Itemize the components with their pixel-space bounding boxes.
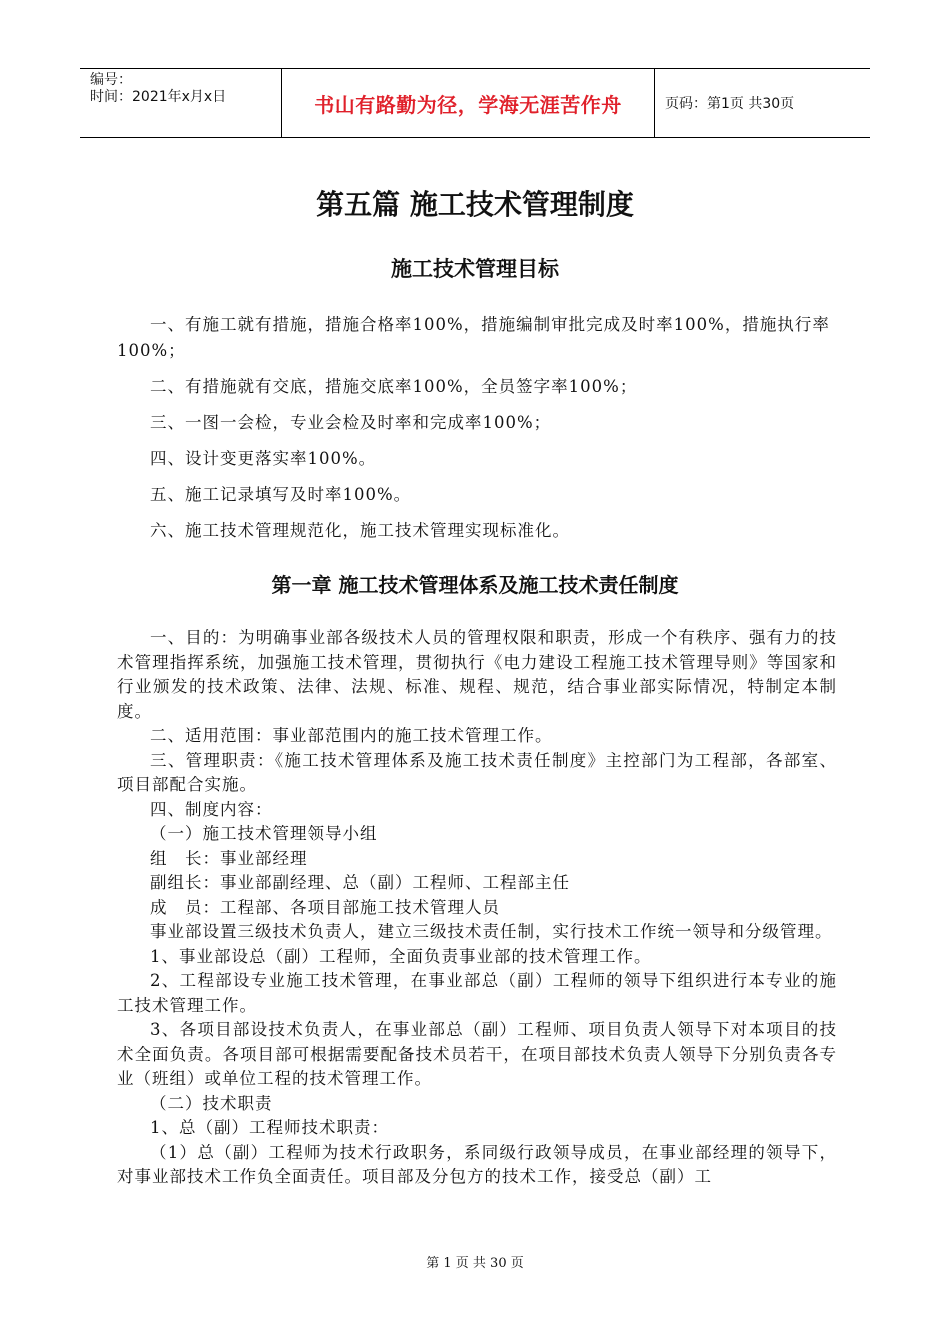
goal-item: 四、设计变更落实率100%。 — [150, 449, 377, 468]
date-line: 时间：2021年x月x日 — [90, 89, 227, 105]
goal-item: 三、一图一会检，专业会检及时率和完成率100%； — [150, 413, 552, 432]
paragraph: 副组长：事业部副经理、总（副）工程师、工程部主任 — [150, 873, 570, 892]
serial-label: 编号： — [90, 72, 132, 88]
goal-item: 六、施工技术管理规范化，施工技术管理实现标准化。 — [150, 521, 570, 540]
header-motto-cell — [281, 69, 655, 137]
paragraph: 二、适用范围：事业部范围内的施工技术管理工作。 — [150, 726, 553, 745]
paragraph: （一）施工技术管理领导小组 — [150, 824, 378, 843]
paragraph: 四、制度内容： — [150, 799, 273, 819]
paragraph: 组 长：事业部经理 — [150, 848, 308, 868]
goals-list — [117, 312, 837, 554]
paragraph: 3、各项目部设技术负责人，在事业部总（副）工程师、项目负责人领导下对本项目的技术全面负责。各项目部可根据需要配备技术员若干，在项目部技术负责人领导下分别负责各专业（班组）或单位工程的技术管理工作。 — [117, 1020, 837, 1088]
chapter-body — [117, 626, 837, 1190]
paragraph: 1、总（副）工程师技术职责： — [150, 1118, 389, 1137]
section-subtitle: 施工技术管理目标 — [391, 256, 559, 281]
paragraph: 三、管理职责：《施工技术管理体系及施工技术责任制度》主控部门为工程部，各部室、项目部配合实施。 — [117, 750, 837, 794]
paragraph: 2、工程部设专业施工技术管理，在事业部总（副）工程师的领导下组织进行本专业的施工技术管理工作。 — [117, 971, 837, 1015]
paragraph: 一、目的：为明确事业部各级技术人员的管理权限和职责，形成一个有秩序、强有力的技术管理指挥系统，加强施工技术管理，贯彻执行《电力建设工程施工技术管理导则》等国家和行业颁发的技术政策、法律、法规、标准、规程、规范，结合事业部实际情况，特制定本制度。 — [117, 628, 837, 721]
page-footer: 第 1 页 共 30 页 — [426, 1256, 524, 1271]
paragraph: 事业部设置三级技术负责人，建立三级技术责任制，实行技术工作统一领导和分级管理。 — [150, 922, 833, 941]
header-motto: 书山有路勤为径，学海无涯苦作舟 — [314, 92, 622, 117]
paragraph: 1、事业部设总（副）工程师，全面负责事业部的技术管理工作。 — [150, 946, 652, 966]
goal-item: 一、有施工就有措施，措施合格率100%，措施编制审批完成及时率100%，措施执行率100%； — [117, 315, 830, 360]
paragraph: 成 员：工程部、各项目部施工技术管理人员 — [150, 897, 500, 917]
document-header — [80, 68, 870, 138]
goal-item: 二、有措施就有交底，措施交底率100%，全员签字率100%； — [150, 377, 638, 396]
header-page-cell — [655, 69, 870, 137]
paragraph: （二）技术职责 — [150, 1093, 273, 1113]
document-title: 第五篇 施工技术管理制度 — [316, 188, 634, 221]
paragraph: （1）总（副）工程师为技术行政职务，系同级行政领导成员，在事业部经理的领导下，对事业部技术工作负全面责任。项目部及分包方的技术工作，接受总（副）工 — [117, 1142, 837, 1186]
goal-item: 五、施工记录填写及时率100%。 — [150, 485, 412, 504]
header-meta — [80, 69, 281, 137]
page-info: 页码：第1页 共30页 — [665, 96, 795, 112]
chapter-title: 第一章 施工技术管理体系及施工技术责任制度 — [271, 573, 679, 597]
